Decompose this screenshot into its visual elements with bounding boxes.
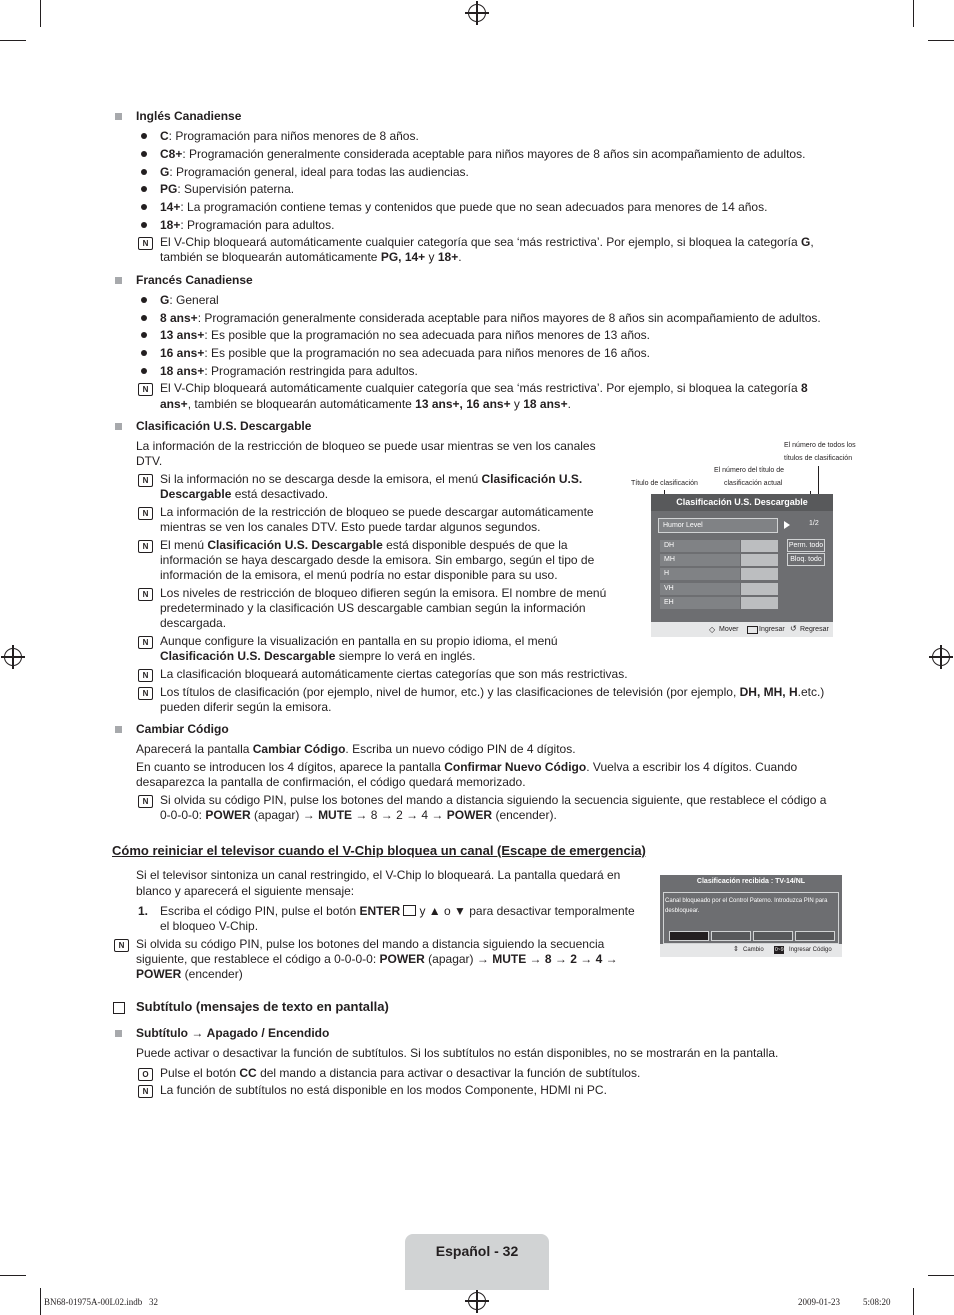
paragraph: Aparecerá la pantalla Cambiar Código. Escriba un nuevo código PIN de 4 dígitos.: [136, 742, 576, 756]
section-heading: Cambiar Código: [136, 722, 229, 736]
note-icon: N: [138, 507, 153, 520]
note-text: 0-0-0-0: POWER (apagar) → MUTE → 8 → 2 → 4 → POWER (encender).: [160, 808, 557, 822]
registration-mark-icon: [468, 4, 486, 22]
pin-digit-field[interactable]: [753, 931, 793, 941]
list-item: 18 ans+: Programación restringida para adultos.: [160, 364, 418, 378]
section-heading: Clasificación U.S. Descargable: [136, 419, 312, 433]
print-date: 2009-01-23 ￿￿ 5:08:20: [798, 1297, 891, 1307]
paragraph: Puede activar o desactivar la función de subtítulos. Si los subtítulos no están disponibles, no se mostrarán en la pantalla.: [136, 1046, 779, 1060]
step-number: 1.: [138, 904, 149, 918]
square-bullet-icon: [115, 277, 122, 284]
section-title: Cómo reiniciar el televisor cuando el V-Chip bloquea un canal (Escape de emergencia): [112, 843, 646, 858]
note-text: pueden diferir según la emisora.: [160, 700, 332, 714]
trim-mark: [913, 1288, 914, 1315]
note-text: La información de la restricción de bloqueo se puede descargar automáticamente: [160, 505, 594, 519]
page-number: Español - 32: [435, 1243, 519, 1259]
pin-digit-field[interactable]: [711, 931, 751, 941]
message-text: Canal bloqueado por el Control Paterno. Introduzca PIN para: [665, 898, 828, 904]
callout-label: El número de todos los: [784, 442, 856, 449]
return-label: Regresar: [800, 626, 829, 633]
bullet-icon: [141, 133, 147, 139]
note-icon: N: [138, 1085, 153, 1098]
bullet-icon: [141, 204, 147, 210]
rating-title-label: Humor Level: [663, 522, 703, 529]
note-icon: N: [138, 474, 153, 487]
bullet-icon: [141, 368, 147, 374]
section-title: Subtítulo (mensajes de texto en pantalla): [136, 999, 389, 1014]
rating-lock-cell[interactable]: [741, 568, 778, 580]
callout-label: clasificación actual: [724, 480, 783, 487]
move-label: Mover: [719, 626, 739, 633]
note-icon: N: [114, 939, 129, 952]
rating-row[interactable]: MH: [660, 554, 740, 566]
paragraph: En cuanto se introducen los 4 dígitos, aparece la pantalla Confirmar Nuevo Código. Vuelva a escribir los 4 dígitos. Cuando: [136, 760, 798, 774]
rating-row[interactable]: H: [660, 568, 740, 580]
checkbox-icon: [113, 1002, 125, 1014]
note-text: Aunque configure la visualización en pantalla en su propio idioma, el menú: [160, 634, 558, 648]
paragraph: blanco y aparecerá el siguiente mensaje:: [136, 884, 355, 898]
list-item: G: Programación general, ideal para todas las audiencias.: [160, 165, 469, 179]
note-text: Los títulos de clasificación (por ejemplo, nivel de humor, etc.) y las clasificaciones de televisión (por ejemplo, DH, MH, H.etc.): [160, 685, 825, 699]
bullet-icon: [141, 169, 147, 175]
pin-digit-field[interactable]: [669, 931, 709, 941]
number-keys-icon: 0~9: [775, 947, 784, 953]
paragraph: Si el televisor sintoniza un canal restringido, el V-Chip lo bloqueará. La pantalla quedará en: [136, 868, 621, 882]
allow-all-button[interactable]: Perm. todo: [787, 539, 825, 552]
list-item: C: Programación para niños menores de 8 años.: [160, 129, 419, 143]
registration-mark-icon: [4, 648, 22, 666]
bullet-icon: [141, 315, 147, 321]
step-text: el bloqueo V-Chip.: [160, 919, 259, 933]
section-heading: Subtítulo → Apagado / Encendido: [136, 1026, 330, 1040]
trim-mark: [928, 40, 954, 41]
note-icon: N: [138, 540, 153, 553]
list-item: 16 ans+: Es posible que la programación no sea adecuada para niños menores de 16 años.: [160, 346, 651, 360]
square-bullet-icon: [115, 423, 122, 430]
list-item: 18+: Programación para adultos.: [160, 218, 335, 232]
pin-digit-field[interactable]: [795, 931, 835, 941]
change-label: Cambio: [743, 947, 764, 953]
return-icon: ↺: [790, 624, 797, 633]
trim-mark: [928, 1275, 954, 1276]
arrow-right-icon: [784, 521, 790, 529]
note-text: El menú Clasificación U.S. Descargable está disponible después de que la: [160, 538, 568, 552]
callout-label: Título de clasificación: [631, 480, 698, 487]
note-text: información se haya descargado desde la emisora. Sin embargo, según el tipo de: [160, 553, 595, 567]
rating-lock-cell[interactable]: [741, 540, 778, 552]
enter-label: Ingresar: [759, 626, 785, 633]
note-icon: N: [138, 687, 153, 700]
trim-mark: [913, 0, 914, 27]
bullet-icon: [141, 186, 147, 192]
note-text: El V-Chip bloqueará automáticamente cualquier categoría que sea ‘más restrictiva’. Por ejemplo, si bloquea la categoría G,: [160, 235, 814, 249]
rating-lock-cell[interactable]: [741, 583, 778, 595]
change-icon: ⇕: [733, 946, 739, 953]
note-icon: N: [138, 588, 153, 601]
note-text: Si olvida su código PIN, pulse los botones del mando a distancia siguiendo la secuencia siguiente, que restablece el código a: [160, 793, 827, 807]
note-text: Los niveles de restricción de bloqueo difieren según la emisora. El nombre de menú: [160, 586, 607, 600]
note-icon: N: [138, 383, 153, 396]
screen-title: Clasificación recibida : TV-14/NL: [696, 878, 806, 885]
rating-row[interactable]: EH: [660, 597, 740, 609]
bullet-icon: [141, 350, 147, 356]
note-text: Si olvida su código PIN, pulse los botones del mando a distancia siguiendo la secuencia: [136, 937, 605, 951]
trim-mark: [0, 40, 26, 41]
bullet-icon: [141, 297, 147, 303]
enter-icon: [747, 626, 758, 634]
file-info: BN68-01975A-00L02.indb 32: [44, 1297, 158, 1307]
paragraph: DTV.: [136, 454, 163, 468]
list-item: PG: Supervisión paterna.: [160, 182, 295, 196]
note-text: La clasificación bloqueará automáticamente ciertas categorías que son más restrictivas.: [160, 667, 628, 681]
list-item: 14+: La programación contiene temas y contenidos que puede que no sean adecuados para menores de 14 años.: [160, 200, 768, 214]
step-text: Escriba el código PIN, pulse el botón ENTER y ▲ o ▼ para desactivar temporalmente: [160, 904, 635, 918]
screen-title: Clasificación U.S. Descargable: [651, 494, 833, 511]
rating-row[interactable]: VH: [660, 583, 740, 595]
enter-icon: [403, 905, 416, 916]
note-text: Descargable está desactivado.: [160, 487, 329, 501]
trim-mark: [40, 0, 41, 27]
note-text: predeterminado y la clasificación US descargable cambian según la información: [160, 601, 586, 615]
paragraph: La información de la restricción de bloqueo se puede usar mientras se ven los canales: [136, 439, 596, 453]
callout-label: títulos de clasificación: [784, 455, 853, 462]
note-icon: N: [138, 237, 153, 250]
registration-mark-icon: [468, 1292, 486, 1310]
rating-row[interactable]: DH: [660, 540, 740, 552]
note-text: descargada.: [160, 616, 227, 630]
note-text: información de la emisora, el menú podría no estar disponible para su uso.: [160, 568, 558, 582]
note-text: Clasificación U.S. Descargable siempre lo verá en inglés.: [160, 649, 476, 663]
note-text: ans+, también se bloquearán automáticamente 13 ans+, 16 ans+ y 18 ans+.: [160, 397, 571, 411]
note-text: siguiente, que restablece el código a 0-0-0-0: POWER (apagar) → MUTE → 8 → 2 → 4 →: [136, 952, 618, 966]
note-text: La función de subtítulos no está disponible en los modos Componente, HDMI ni PC.: [160, 1083, 607, 1097]
rating-lock-cell[interactable]: [741, 554, 778, 566]
blocked-channel-screen: [660, 875, 842, 957]
note-text: Pulse el botón CC del mando a distancia para activar o desactivar la función de subtítulos.: [160, 1066, 641, 1080]
page-indicator: 1/2: [809, 520, 819, 527]
rating-lock-cell[interactable]: [741, 597, 778, 609]
note-icon: N: [138, 795, 153, 808]
note-icon: N: [138, 669, 153, 682]
square-bullet-icon: [115, 1030, 122, 1037]
list-item: 13 ans+: Es posible que la programación no sea adecuada para niños menores de 13 años.: [160, 328, 651, 342]
note-text: POWER (encender): [136, 967, 243, 981]
trim-mark: [0, 1275, 26, 1276]
rating-screen: [651, 494, 833, 637]
bullet-icon: [141, 222, 147, 228]
square-bullet-icon: [115, 113, 122, 120]
remote-icon: O: [138, 1068, 153, 1081]
block-all-button[interactable]: Bloq. todo: [787, 553, 825, 566]
registration-mark-icon: [932, 648, 950, 666]
bullet-icon: [141, 332, 147, 338]
note-text: mientras se ven los canales DTV. Esto puede tardar algunos segundos.: [160, 520, 541, 534]
note-text: también se bloquearán automáticamente PG, 14+ y 18+.: [160, 250, 462, 264]
bullet-icon: [141, 151, 147, 157]
note-text: El V-Chip bloqueará automáticamente cualquier categoría que sea ‘más restrictiva’. Por ejemplo, si bloquea la categoría 8: [160, 381, 808, 395]
rating-title-field[interactable]: [658, 518, 778, 533]
callout-label: El número del título de: [714, 467, 785, 474]
section-heading: Francés Canadiense: [136, 273, 253, 287]
pin-label: Ingresar Código: [789, 947, 832, 953]
trim-mark: [40, 1288, 41, 1315]
note-icon: N: [138, 636, 153, 649]
message-text: desbloquear.: [665, 908, 700, 914]
paragraph: desaparezca la pantalla de confirmación, el código quedará memorizado.: [136, 775, 526, 789]
note-text: Si la información no se descarga desde la emisora, el menú Clasificación U.S.: [160, 472, 583, 486]
move-icon: ◇: [709, 625, 716, 634]
list-item: C8+: Programación generalmente considerada aceptable para niños mayores de 8 años sin acompañamiento de adultos.: [160, 147, 806, 161]
section-heading: Inglés Canadiense: [136, 109, 242, 123]
list-item: G: General: [160, 293, 219, 307]
list-item: 8 ans+: Programación generalmente considerada aceptable para niños mayores de 8 años sin acompañamiento de adultos.: [160, 311, 821, 325]
square-bullet-icon: [115, 726, 122, 733]
